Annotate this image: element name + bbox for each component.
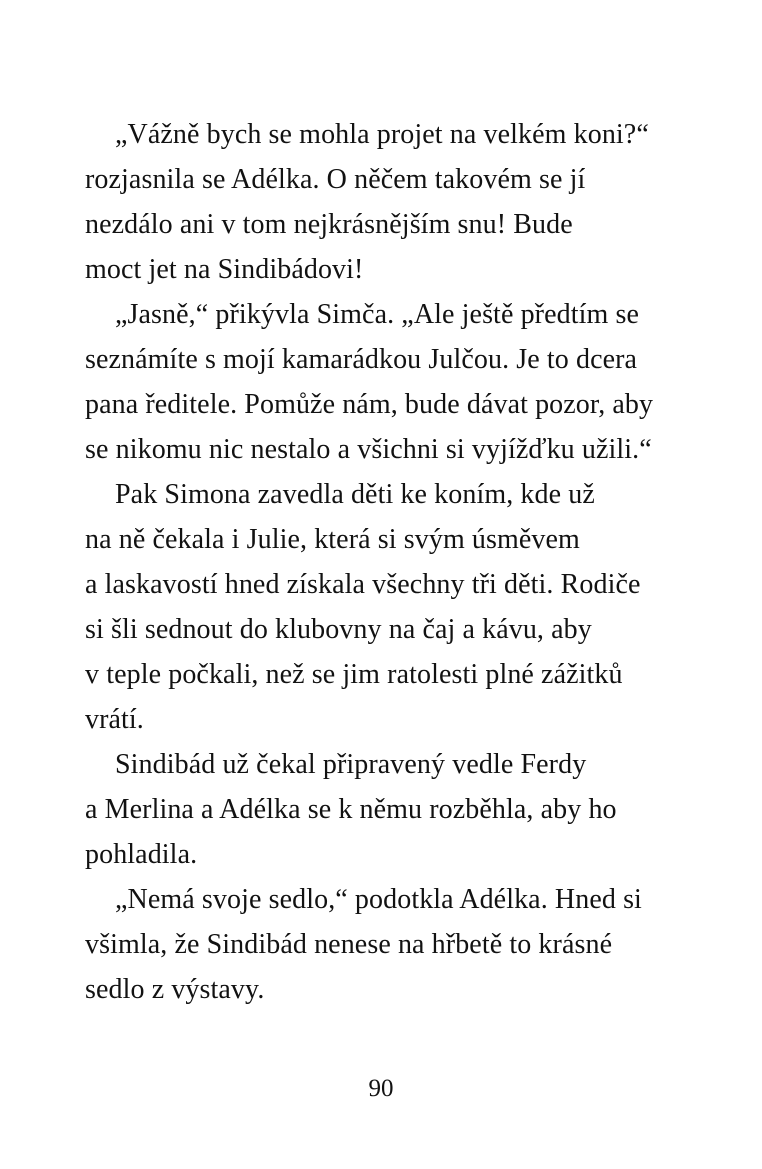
text-line: v teple počkali, než se jim ratolesti plné zážitků [85,659,623,690]
text-line: vrátí. [85,704,144,735]
text-line: Pak Simona zavedla děti ke koním, kde už [115,479,595,510]
text-line: sedlo z výstavy. [85,974,265,1005]
text-line: nezdálo ani v tom nejkrásnějším snu! Bude [85,209,573,240]
text-line: pana ředitele. Pomůže nám, bude dávat pozor, aby [85,389,654,420]
text-line: „Nemá svoje sedlo,“ podotkla Adélka. Hned si [115,884,642,915]
text-line: na ně čekala i Julie, která si svým úsměvem [85,524,580,555]
text-line: moct jet na Sindibádovi! [85,254,364,285]
text-line: a Merlina a Adélka se k němu rozběhla, aby ho [85,794,617,825]
text-line: seznámíte s mojí kamarádkou Julčou. Je to dcera [85,344,638,375]
text-line: Sindibád už čekal připravený vedle Ferdy [115,749,587,780]
text-line: rozjasnila se Adélka. O něčem takovém se jí [85,164,586,195]
text-line: všimla, že Sindibád nenese na hřbetě to krásné [85,929,613,960]
text-line: „Vážně bych se mohla projet na velkém koni?“ [115,119,649,150]
body-text [85,112,687,1012]
text-line: a laskavostí hned získala všechny tři děti. Rodiče [85,569,641,600]
page-number: 90 [368,1075,394,1102]
text-line: si šli sednout do klubovny na čaj a kávu, aby [85,614,592,645]
text-line: pohladila. [85,839,198,870]
text-line: „Jasně,“ přikývla Simča. „Ale ještě předtím se [115,299,639,330]
text-line: se nikomu nic nestalo a všichni si vyjížďku užili.“ [85,434,652,465]
